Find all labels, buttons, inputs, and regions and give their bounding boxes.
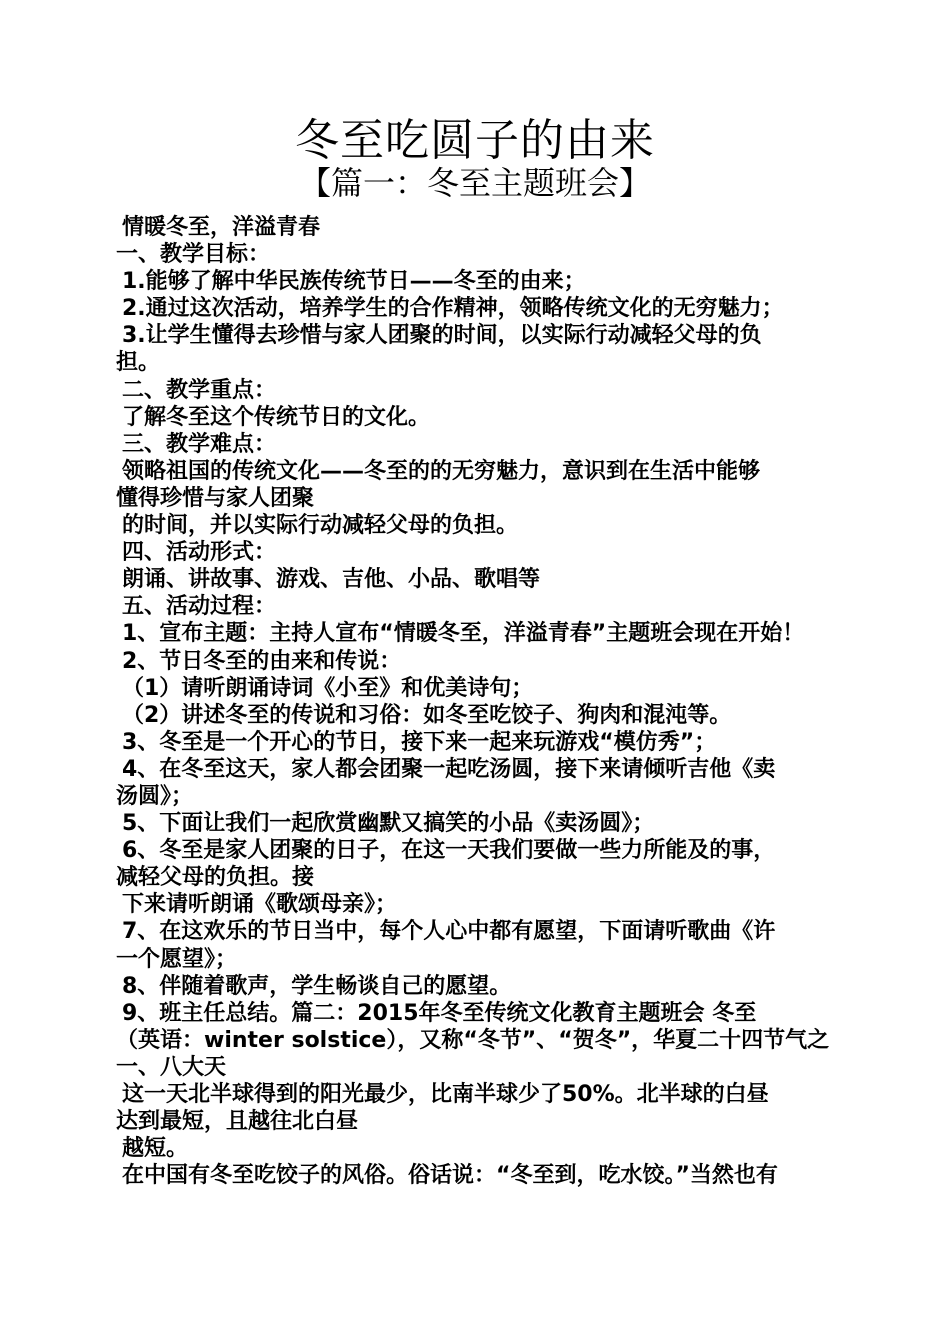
body-line: 3、冬至是一个开心的节日，接下来一起来玩游戏“模仿秀”； (122, 729, 717, 755)
document-subtitle: 【篇一：冬至主题班会】 (298, 164, 651, 202)
body-line: 下来请听朗诵《歌颂母亲》； (122, 892, 398, 918)
body-line: （1）请听朗诵诗词《小至》和优美诗句； (122, 675, 534, 701)
document-title: 冬至吃圆子的由来 (295, 115, 655, 166)
body-line: 了解冬至这个传统节日的文化。 (122, 404, 431, 430)
body-line: 这一天北半球得到的阳光最少，比南半球少了50%。北半球的白昼 (122, 1082, 769, 1107)
body-line: 担。 (116, 350, 161, 376)
body-line: 朗诵、讲故事、游戏、吉他、小品、歌唱等 (122, 567, 541, 593)
body-line: 8、伴随着歌声，学生畅谈自己的愿望。 (122, 973, 512, 999)
body-line: 在中国有冬至吃饺子的风俗。俗话说：“冬至到，吃水饺。”当然也有 (122, 1163, 778, 1189)
body-line: 领略祖国的传统文化——冬至的的无穷魅力，意识到在生活中能够 (122, 458, 761, 484)
body-line: 五、活动过程： (122, 594, 277, 620)
body-line: 减轻父母的负担。接 (116, 865, 315, 891)
body-line: 3.让学生懂得去珍惜与家人团聚的时间，以实际行动减轻父母的负 (122, 323, 762, 349)
body-line: 4、在冬至这天，家人都会团聚一起吃汤圆，接下来请倾听吉他《卖 (122, 756, 776, 782)
body-line: 9、班主任总结。篇二：2015年冬至传统文化教育主题班会 冬至 (122, 1000, 757, 1026)
body-line: 2.通过这次活动，培养学生的合作精神，领略传统文化的无穷魅力； (122, 296, 784, 322)
body-line: 一个愿望》； (116, 946, 238, 972)
body-line: 的时间，并以实际行动减轻父母的负担。 (122, 513, 519, 539)
body-line: 三、教学难点： (122, 431, 277, 457)
body-line: 达到最短，且越往北白昼 (116, 1109, 359, 1135)
body-line: 7、在这欢乐的节日当中，每个人心中都有愿望，下面请听歌曲《许 (122, 919, 776, 945)
body-line: 一、八大天 (116, 1054, 227, 1080)
body-line: （英语：winter solstice），又称“冬节”、“贺冬”，华夏二十四节气之 (116, 1027, 830, 1053)
body-line: 二、教学重点： (122, 377, 277, 403)
body-line: 越短。 (122, 1136, 189, 1162)
body-line: 汤圆》； (116, 783, 194, 809)
body-line: （2）讲述冬至的传说和习俗：如冬至吃饺子、狗肉和混沌等。 (122, 702, 732, 728)
document-body (116, 214, 836, 1189)
body-line: 5、下面让我们一起欣赏幽默又搞笑的小品《卖汤圆》； (122, 811, 655, 837)
body-line: 1、宣布主题：主持人宣布“情暖冬至，洋溢青春”主题班会现在开始！ (122, 621, 805, 647)
body-line: 2、节日冬至的由来和传说： (122, 648, 402, 674)
body-line: 1.能够了解中华民族传统节日——冬至的由来； (122, 269, 586, 295)
body-line: 6、冬至是家人团聚的日子，在这一天我们要做一些力所能及的事， (122, 838, 776, 864)
body-line: 情暖冬至，洋溢青春 (122, 215, 321, 240)
body-line: 一、教学目标： (116, 242, 271, 268)
body-line: 懂得珍惜与家人团聚 (116, 485, 315, 511)
body-line: 四、活动形式： (122, 540, 277, 566)
